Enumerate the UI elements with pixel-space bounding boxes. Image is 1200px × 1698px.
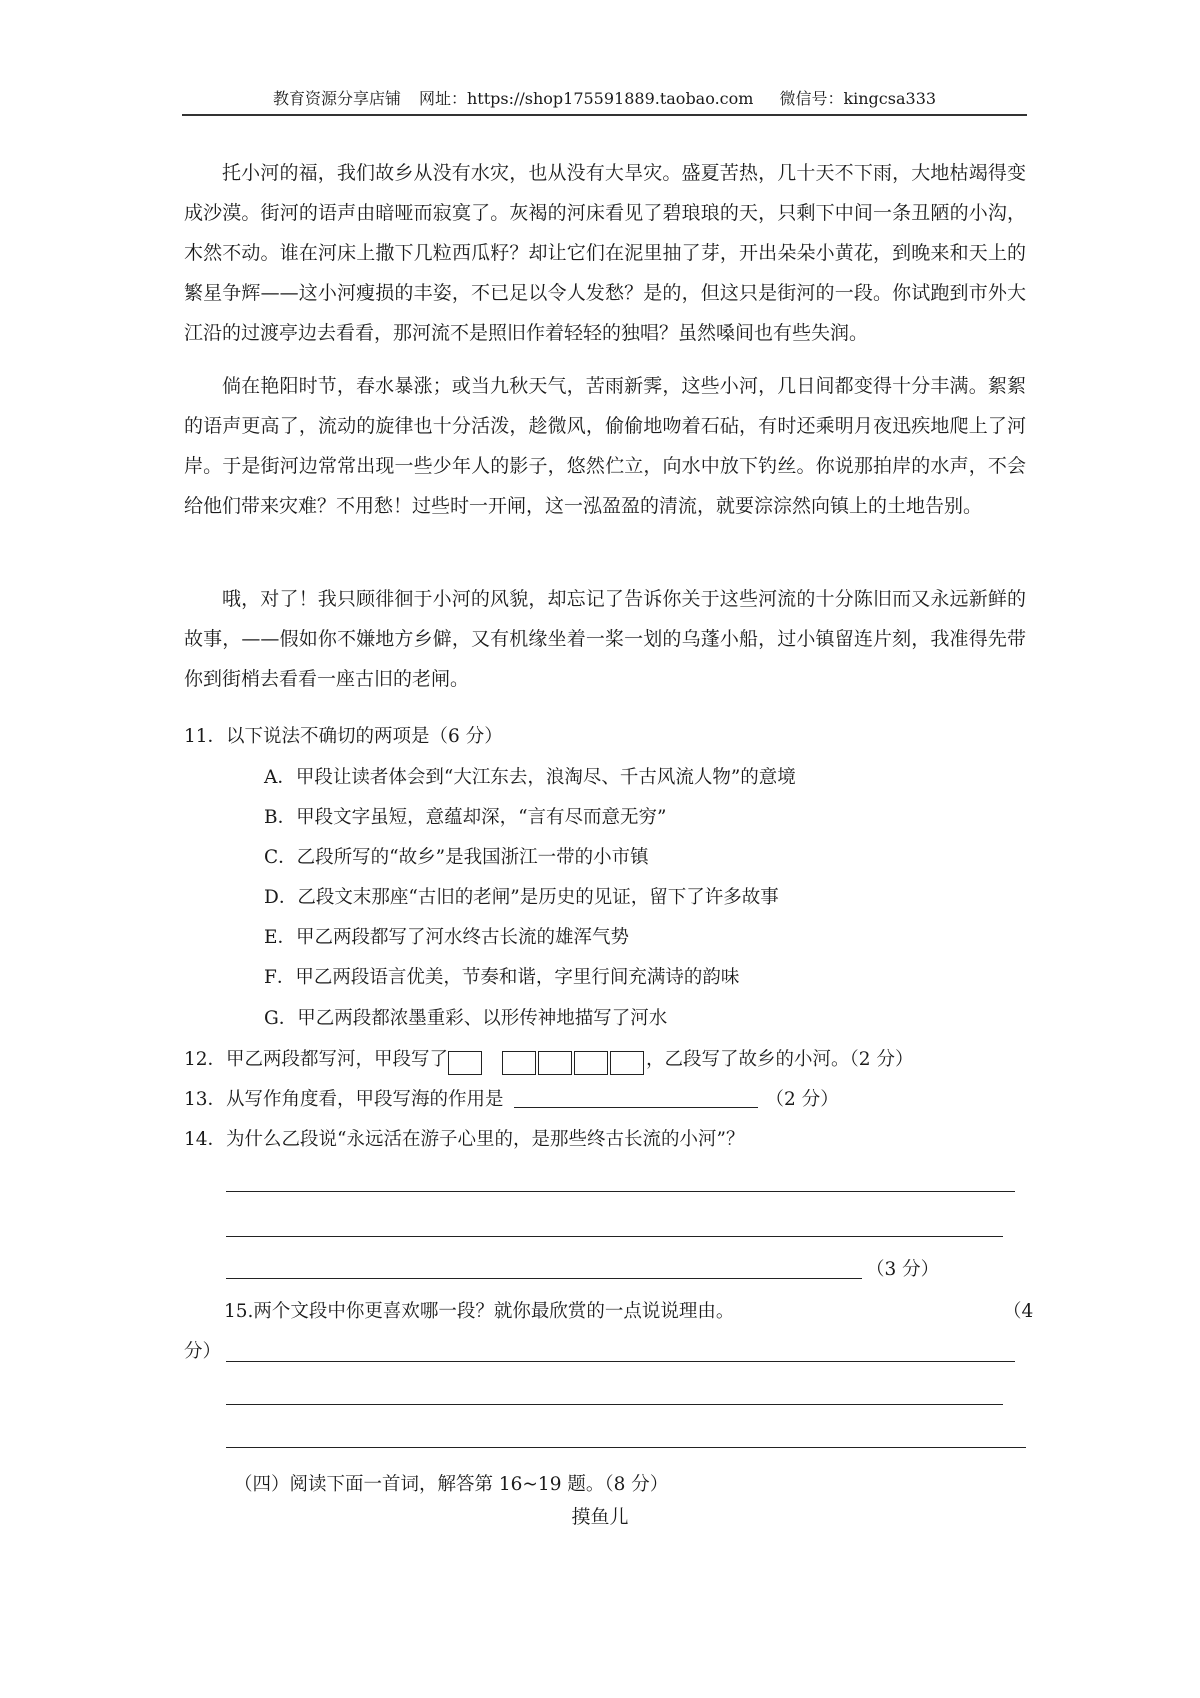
answer-box[interactable] [538,1051,572,1075]
header-wechat: 微信号：kingcsa333 [779,89,937,108]
question-15: 15.两个文段中你更喜欢哪一段？就你最欣赏的一点说说理由。 [224,1301,735,1322]
q11-option-a: A．甲段让读者体会到“大江东去，浪淘尽、千古风流人物”的意境 [264,767,796,788]
poem-title: 摸鱼儿 [571,1506,629,1528]
answer-box[interactable] [448,1051,482,1075]
q14-answer-line-2[interactable] [226,1236,1003,1237]
q13-answer-blank[interactable] [514,1087,758,1108]
q14-score: （3 分） [866,1259,940,1280]
q12-text-after: ，乙段写了故乡的小河。（2 分） [646,1049,914,1070]
q15-answer-line-3[interactable] [226,1447,1026,1448]
q11-option-e: E．甲乙两段都写了河水终古长流的雄浑气势 [264,927,630,948]
q15-score-part-1: （4 [1003,1301,1034,1322]
question-13 [184,1085,839,1115]
answer-box[interactable] [610,1051,644,1075]
q13-score: （2 分） [765,1089,839,1110]
question-11: 11．以下说法不确切的两项是（6 分） [184,726,503,747]
passage-paragraph-1: 托小河的福，我们故乡从没有水灾，也从没有大旱灾。盛夏苦热，几十天不下雨，大地枯竭得变成沙漠。街河的语声由暗哑而寂寞了。灰褐的河床看见了碧琅琅的天，只剩下中间一条丑陋的小沟，木然不动。谁在河床上撒下几粒西瓜籽？却让它们在泥里抽了芽，开出朵朵小黄花，到晚来和天上的繁星争辉——这小河瘦损的丰姿，不已足以令人发愁？是的，但这只是街河的一段。你试跑到市外大江沿的过渡亭边去看看，那河流不是照旧作着轻轻的独唱？虽然嗓间也有些失润。 [184,162,1026,344]
question-12 [184,1045,913,1078]
passage-paragraph-2: 倘在艳阳时节，春水暴涨；或当九秋天气，苦雨新霁，这些小河，几日间都变得十分丰满。絮絮的语声更高了，流动的旋律也十分活泼，趁微风，偷偷地吻着石砧，有时还乘明月夜迅疾地爬上了河岸。于是街河边常常出现一些少年人的影子，悠然伫立，向水中放下钓丝。你说那拍岸的水声，不会给他们带来灾难？不用愁！过些时一开闸，这一泓盈盈的清流，就要淙淙然向镇上的土地告别。 [184,375,1026,517]
passage-paragraph-3: 哦，对了！我只顾徘徊于小河的风貌，却忘记了告诉你关于这些河流的十分陈旧而又永远新鲜的故事，——假如你不嫌地方乡僻，又有机缘坐着一桨一划的乌蓬小船，过小镇留连片刻，我准得先带你到街梢去看看一座古旧的老闸。 [184,588,1026,690]
header-url: 网址：https://shop175591889.taobao.com [418,89,754,108]
q15-answer-line-2[interactable] [226,1404,1003,1405]
q11-option-c: C．乙段所写的“故乡”是我国浙江一带的小市镇 [264,847,649,868]
q11-option-g: G．甲乙两段都浓墨重彩、以形传神地描写了河水 [264,1008,668,1029]
header-shop: 教育资源分享店铺 [272,89,401,108]
q11-option-f: F．甲乙两段语言优美，节奏和谐，字里行间充满诗的韵味 [264,967,740,988]
q11-option-b: B．甲段文字虽短，意蕴却深，“言有尽而意无穷” [264,807,667,828]
q12-answer-boxes[interactable] [448,1048,646,1078]
page-header [182,86,1027,116]
q14-answer-line-3[interactable] [226,1278,862,1279]
q11-option-d: D．乙段文末那座“古旧的老闸”是历史的见证，留下了许多故事 [264,887,779,908]
q15-answer-line-1[interactable] [226,1361,1015,1362]
question-14: 14．为什么乙段说“永远活在游子心里的，是那些终古长流的小河”？ [184,1129,745,1150]
section-4-intro: （四）阅读下面一首词，解答第 16~19 题。（8 分） [234,1474,669,1495]
answer-box[interactable] [574,1051,608,1075]
q13-text-before: 13．从写作角度看，甲段写海的作用是 [184,1089,504,1110]
q14-answer-line-1[interactable] [226,1191,1015,1192]
q12-text-before: 12．甲乙两段都写河，甲段写了 [184,1049,449,1070]
q15-score-part-2: 分） [184,1341,222,1362]
answer-box[interactable] [502,1051,536,1075]
